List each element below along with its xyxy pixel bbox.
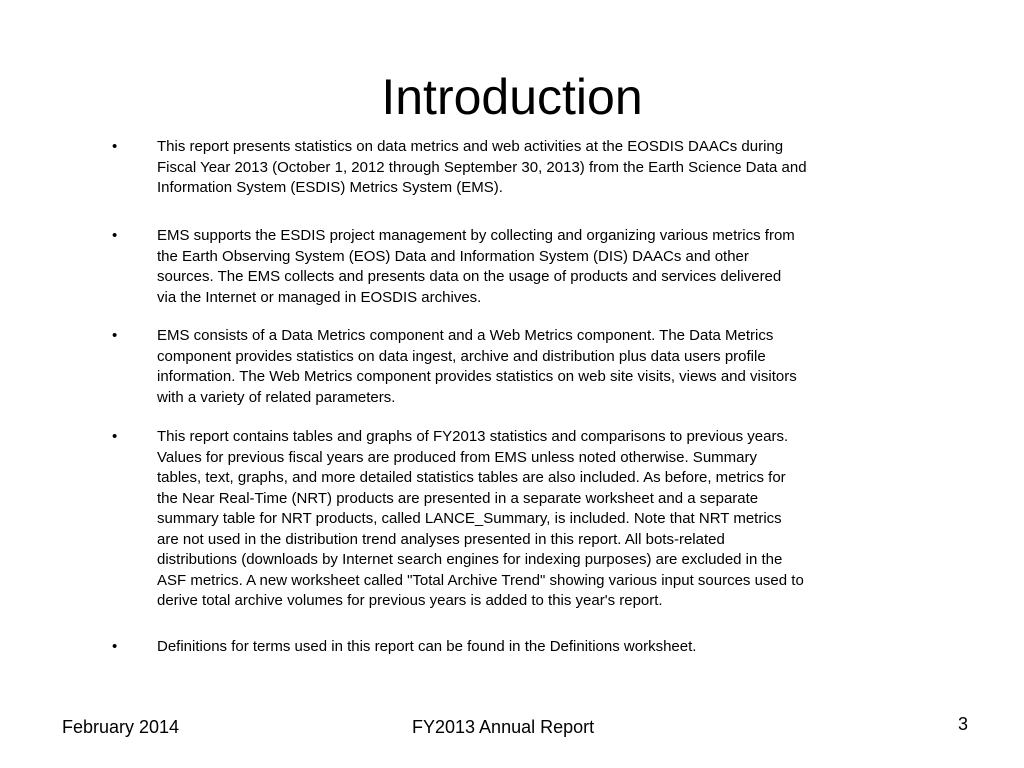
bullet-marker: • xyxy=(112,138,118,155)
bullet-text: Definitions for terms used in this report can be found in the Definitions worksheet. xyxy=(157,638,697,655)
bullet-marker: • xyxy=(112,638,118,655)
bullet-text: EMS consists of a Data Metrics component and a Web Metrics component. The Data Metrics component provides statistics on data ingest, archive and distribution plus data users profile information. The Web Metrics component provides statistics on web site visits, views and visitors with a variety of related parameters. xyxy=(157,327,797,406)
bullet-text: EMS supports the ESDIS project management by collecting and organizing various metrics from the Earth Observing System (EOS) Data and Information System (DIS) DAACs and other sources. The EMS collects and presents data on the usage of products and services delivered via the Internet or managed in EOSDIS archives. xyxy=(157,227,795,306)
slide-title: Introduction xyxy=(381,69,643,125)
footer-report-name: FY2013 Annual Report xyxy=(412,717,595,737)
bullet-text: This report presents statistics on data metrics and web activities at the EOSDIS DAACs during Fiscal Year 2013 (October 1, 2012 through September 30, 2013) from the Earth Science Data and Information System (ESDIS) Metrics System (EMS). xyxy=(157,138,807,196)
bullet-marker: • xyxy=(112,227,118,244)
bullet-marker: • xyxy=(112,327,118,344)
footer-page-number: 3 xyxy=(958,714,969,734)
footer-date: February 2014 xyxy=(62,717,180,737)
bullet-marker: • xyxy=(112,428,118,445)
bullet-text: This report contains tables and graphs of FY2013 statistics and comparisons to previous years. Values for previous fiscal years are produced from EMS unless noted otherwise. Summary tables, text, graphs, and more detailed statistics tables are also included. As before, metrics for the Near Real-Time (NRT) products are presented in a separate worksheet and a separate summary table for NRT products, called LANCE_Summary, is included. Note that NRT metrics are not used in the distribution trend analyses presented in this report. All bots-related distributions (downloads by Internet search engines for indexing purposes) are excluded in the ASF metrics. A new worksheet called "Total Archive Trend" showing various input sources used to derive total archive volumes for previous years is added to this year's report. xyxy=(157,428,804,609)
